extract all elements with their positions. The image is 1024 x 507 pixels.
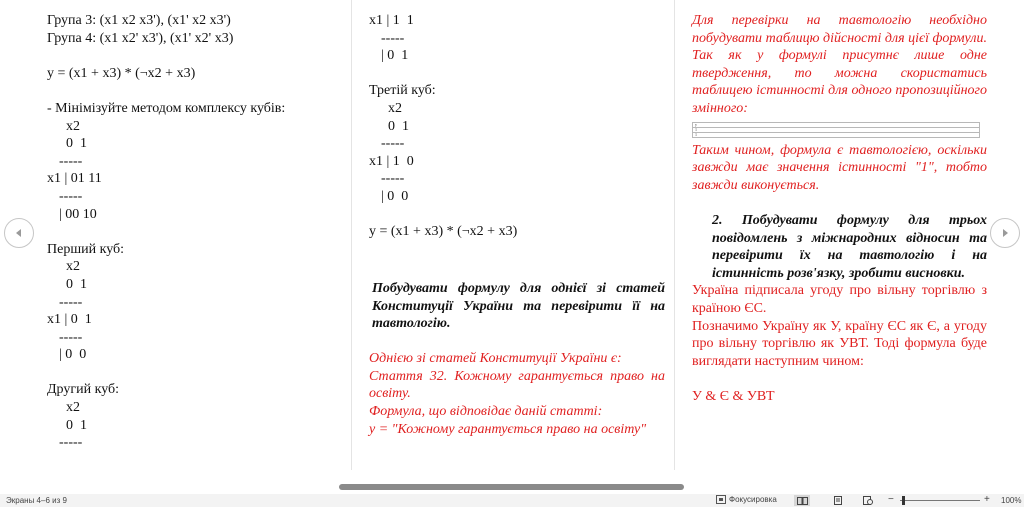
truth-table-cell: 1: [693, 127, 980, 132]
blank-line: [47, 82, 339, 100]
column-divider: [674, 0, 675, 470]
blank-line: [47, 47, 339, 65]
column-2: [369, 12, 665, 438]
text-line: 0 1: [66, 417, 87, 433]
text-line: -----: [59, 329, 83, 345]
blank-line: [47, 223, 339, 241]
task-heading: Побудувати формулу для однієї зі статей Конституції України та перевірити її на тавтологію.: [372, 280, 665, 332]
text-line: - Мінімізуйте методом комплексу кубів:: [47, 100, 286, 116]
focus-mode-button[interactable]: [716, 495, 777, 504]
text-line: x2: [66, 259, 80, 275]
text-line: Другий куб:: [47, 382, 120, 398]
blank-line: [369, 258, 665, 276]
text-line: -----: [59, 153, 83, 169]
web-layout-icon: [863, 496, 873, 505]
text-line: Третій куб:: [369, 83, 436, 99]
answer-line: Стаття 32. Кожному гарантується право на освіту.: [369, 368, 665, 402]
zoom-out-button[interactable]: −: [888, 494, 894, 505]
text-line: x2: [66, 118, 80, 134]
text-line: x1 | 1 1: [369, 13, 414, 28]
focus-icon: [716, 495, 726, 504]
intro-paragraph: Для перевірки на тавтологію необхідно побудувати таблицю дійсності для цієї формули. Так як у формулі присутнє лише одне твердження, то можна скористатись таблицею істинності для одного пропозиційного змінного:: [692, 13, 987, 116]
chevron-right-icon: [998, 226, 1012, 240]
blank-line: [369, 333, 665, 351]
zoom-slider[interactable]: [900, 500, 980, 501]
formula-line: y = (x1 + x3) * (¬x2 + x3): [47, 65, 196, 81]
blank-line: [47, 364, 339, 382]
focus-label: Фокусировка: [729, 495, 777, 504]
zoom-level[interactable]: 100%: [1001, 496, 1022, 505]
text-line: Група 3: (x1 x2 x3'), (x1' x2 x3'): [47, 13, 231, 28]
text-line: 0 1: [66, 276, 87, 292]
formula-line: y = (x1 + x3) * (¬x2 + x3): [369, 224, 518, 240]
blank-line: [692, 194, 987, 212]
answer-line: y = "Кожному гарантується право на освіту": [369, 421, 647, 437]
read-mode-button[interactable]: [794, 495, 810, 506]
text-line: Перший куб:: [47, 241, 125, 257]
answer-line: Формула, що відповідає даній статті:: [369, 404, 603, 420]
text-line: Група 4: (x1 x2' x3'), (x1' x2' x3): [47, 30, 234, 46]
status-bar: [0, 494, 1024, 507]
screen-counter: Экраны 4–6 из 9: [6, 496, 67, 505]
scrollbar-thumb[interactable]: [339, 484, 684, 490]
text-line: -----: [59, 188, 83, 204]
blank-line: [369, 206, 665, 224]
text-line: x2: [66, 400, 80, 416]
truth-table-cell: 1: [693, 132, 980, 137]
task-2-heading: 2. Побудувати формулу для трьох повідомлень з міжнародних відносин та перевірити їх на тавтологію і на істинність розв'язку, зробити висновки.: [712, 212, 987, 281]
text-line: | 0 0: [59, 347, 87, 363]
text-line: x1 | 1 0: [369, 153, 414, 169]
page-icon: [834, 496, 842, 505]
answer-line: Однією зі статей Конституції України є:: [369, 351, 622, 367]
text-line: -----: [59, 435, 83, 451]
print-layout-button[interactable]: [830, 495, 846, 506]
text-line: x2: [388, 100, 402, 116]
blank-line: [369, 65, 665, 83]
text-line: | 0 0: [381, 188, 409, 204]
text-line: -----: [381, 30, 405, 46]
text-line: 0 1: [66, 136, 87, 152]
text-line: | 00 10: [59, 206, 97, 222]
column-1: [47, 12, 339, 452]
conclusion-paragraph: Таким чином, формула є тавтологією, оскільки завжди має значення істинності "1", тобто завжди виконується.: [692, 142, 987, 193]
truth-table-cell: y: [693, 122, 980, 127]
body-line: Україна підписала угоду про вільну торгівлю з країною ЄС.: [692, 283, 987, 316]
previous-screen-button[interactable]: [4, 218, 34, 248]
zoom-slider-handle[interactable]: [902, 496, 905, 505]
text-line: -----: [59, 294, 83, 310]
next-screen-button[interactable]: [990, 218, 1020, 248]
column-3: [692, 12, 987, 405]
text-line: -----: [381, 136, 405, 152]
column-divider: [351, 0, 352, 470]
body-line: Позначимо Україну як У, країну ЄС як Є, а угоду про вільну торгівлю як УВТ. Тоді формула буде виглядати наступним чином:: [692, 318, 987, 369]
chevron-left-icon: [12, 226, 26, 240]
blank-line: [692, 370, 987, 388]
text-line: | 0 1: [381, 48, 409, 64]
web-layout-button[interactable]: [860, 495, 876, 506]
book-icon: [797, 497, 808, 505]
zoom-in-button[interactable]: +: [984, 494, 990, 505]
text-line: 0 1: [388, 118, 409, 134]
text-line: x1 | 01 11: [47, 171, 102, 187]
truth-table: [692, 122, 980, 138]
text-line: -----: [381, 171, 405, 187]
text-line: x1 | 0 1: [47, 312, 92, 328]
blank-line: [369, 241, 665, 259]
formula-line: У & Є & УВТ: [692, 388, 775, 404]
